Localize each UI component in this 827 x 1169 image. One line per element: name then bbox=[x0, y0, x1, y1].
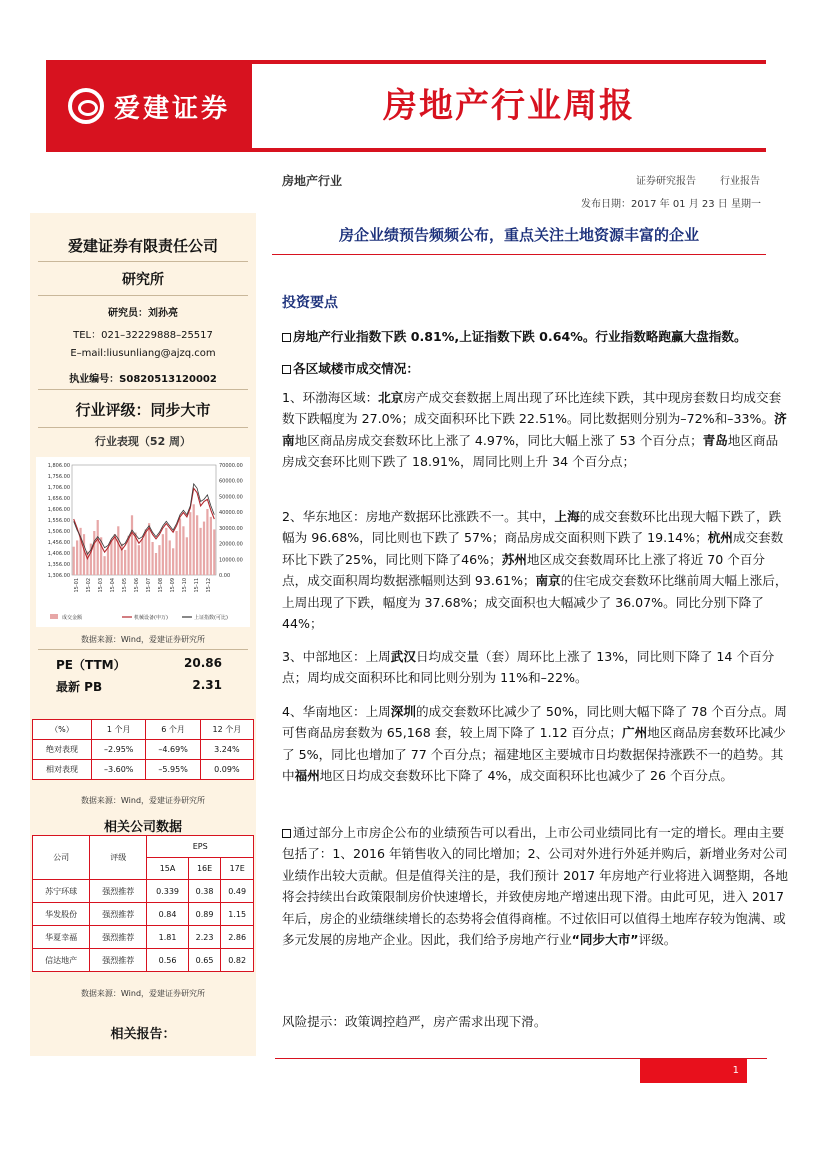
right-axis-tick: 30000.00 bbox=[219, 525, 243, 532]
city-beijing: 北京 bbox=[378, 390, 404, 405]
company-cell: 信达地产 bbox=[33, 949, 90, 972]
volume-bar bbox=[131, 515, 133, 575]
x-axis-tick: 15-12 bbox=[206, 578, 212, 593]
volume-bar bbox=[179, 518, 181, 575]
legend-swatch bbox=[50, 614, 58, 619]
volume-bar bbox=[93, 531, 95, 575]
volume-bar bbox=[97, 520, 99, 575]
key-point-index bbox=[282, 326, 790, 347]
left-axis-tick: 1,656.00 bbox=[47, 496, 70, 502]
perf-cell: –2.95% bbox=[92, 740, 146, 760]
rating-quote: “同步大市” bbox=[571, 932, 639, 948]
perf-cell: 绝对表现 bbox=[33, 740, 92, 760]
company-cell: 0.56 bbox=[147, 949, 188, 972]
text-span: 日均成交量（套）周环比上涨了 13%，同比则下降了 14 个百分点；周均成交面积环比和同比则分别为 11%和–22%。 bbox=[282, 649, 775, 686]
text-span: 的成交套数环比出现大幅下跌了，跌幅为 96.68%，同比则也下跌了 57%；商品房成交面积则下跌了 19.14%； bbox=[282, 509, 782, 546]
sidebar-divider bbox=[38, 295, 248, 296]
city-suzhou: 苏州 bbox=[501, 551, 527, 567]
logo-text: 爱建证券 bbox=[113, 93, 230, 124]
volume-bar bbox=[206, 509, 208, 575]
text-span: 评级。 bbox=[638, 932, 677, 948]
volume-bar bbox=[213, 529, 215, 575]
text-span: 地区商品房成交套环比则下跌了 18.91%，周同比则上升 34 个百分点； bbox=[282, 432, 779, 470]
city-shanghai: 上海 bbox=[554, 509, 580, 524]
company-cell: 强烈推荐 bbox=[90, 926, 147, 949]
left-axis-tick: 1,456.00 bbox=[47, 540, 70, 546]
text-span: 的住宅成交套数环比继前周大幅上涨后，上周出现了下跌，幅度为 37.68%；成交面积也大幅减少了 36.07%。同比分别下降了 44%； bbox=[282, 573, 788, 632]
company-cell: 2.23 bbox=[188, 926, 221, 949]
report-type-research: 证券研究报告 bbox=[636, 176, 696, 187]
city-guangzhou: 广州 bbox=[622, 725, 648, 741]
volume-bar bbox=[114, 534, 116, 575]
chart-source: 数据来源：Wind，爱建证券研究所 bbox=[80, 635, 206, 644]
text-span: 4、华南地区：上周 bbox=[282, 704, 391, 719]
volume-bar bbox=[103, 556, 105, 575]
risk-warning: 风险提示：政策调控趋严，房产需求出现下滑。 bbox=[282, 1014, 547, 1029]
volume-bar bbox=[175, 531, 177, 575]
text-span: 地区成交套数周环比上涨了将近 70 个百分点，成交面积周均数据涨幅则达到 93.61%； bbox=[282, 551, 766, 589]
left-axis-tick: 1,356.00 bbox=[47, 562, 70, 568]
eps-header: EPS bbox=[147, 836, 254, 858]
city-shenzhen: 深圳 bbox=[390, 704, 416, 719]
industry-rating: 行业评级：同步大市 bbox=[75, 401, 211, 419]
legend-label: 机械设备(申万) bbox=[134, 615, 168, 621]
company-cell: 0.49 bbox=[221, 880, 254, 903]
legend-label: 成交金额 bbox=[62, 615, 83, 621]
pb-value: 2.31 bbox=[192, 678, 222, 692]
sidebar-department: 研究所 bbox=[122, 272, 164, 288]
key-point-text: 各区域楼市成交情况： bbox=[293, 361, 419, 376]
perf-header: 12 个月 bbox=[200, 720, 253, 740]
x-axis-tick: 15-08 bbox=[158, 578, 164, 593]
left-axis-tick: 1,706.00 bbox=[47, 485, 70, 491]
headline: 房企业绩预告频频公布，重点关注土地资源丰富的企业 bbox=[338, 226, 699, 244]
perf-cell: 相对表现 bbox=[33, 760, 92, 780]
sidebar-divider bbox=[38, 389, 248, 390]
perf-cell: –5.95% bbox=[146, 760, 200, 780]
perf-cell: 3.24% bbox=[200, 740, 253, 760]
perf-header: （%） bbox=[33, 720, 92, 740]
right-axis-tick: 20000.00 bbox=[219, 541, 243, 548]
volume-bar bbox=[124, 550, 126, 575]
x-axis-tick: 15-05 bbox=[122, 578, 128, 593]
right-axis-tick: 10000.00 bbox=[219, 557, 243, 564]
text-span: 房产成交套数据上周出现了环比连续下跌，其中现房套数日均成交套数下跌幅度为 27.0%；成交面积环比下跌 22.51%。同比数据则分别为–72%和–33%。 bbox=[282, 390, 782, 427]
industry-label: 房地产行业 bbox=[282, 174, 343, 188]
right-axis-tick: 0.00 bbox=[219, 573, 231, 579]
volume-bar bbox=[189, 512, 191, 575]
perf-source: 数据来源：Wind，爱建证券研究所 bbox=[80, 796, 206, 805]
region-bohai bbox=[282, 387, 790, 473]
volume-bar bbox=[138, 545, 140, 575]
headline-rule bbox=[272, 254, 766, 255]
x-axis-tick: 15-06 bbox=[134, 578, 140, 593]
company-cell: 0.84 bbox=[147, 903, 188, 926]
city-qingdao: 青岛 bbox=[702, 432, 728, 448]
x-axis-tick: 15-07 bbox=[146, 578, 152, 593]
perf-header: 6 个月 bbox=[146, 720, 200, 740]
region-south bbox=[282, 701, 790, 787]
header-rule-bottom bbox=[252, 148, 766, 152]
eps-year: 17E bbox=[221, 858, 254, 880]
volume-bar bbox=[148, 523, 150, 575]
text-span: 地区日均成交套数环比下降了 4%，成交面积环比也减少了 26 个百分点。 bbox=[319, 768, 734, 784]
volume-bar bbox=[127, 536, 129, 575]
text-span: 地区商品房套数环比减少了 5%，同比也增加了 77 个百分点；福建地区主要城市日均数据保持涨跌不一的趋势。其中 bbox=[282, 725, 786, 784]
volume-bar bbox=[158, 545, 160, 575]
text-span: 地区商品房成交套数环比上涨了 4.97%，同比大幅上涨了 53 个百分点； bbox=[294, 432, 703, 448]
report-type-industry: 行业报告 bbox=[720, 176, 760, 187]
company-cell: 强烈推荐 bbox=[90, 880, 147, 903]
company-cell: 2.86 bbox=[221, 926, 254, 949]
volume-bar bbox=[76, 540, 78, 575]
volume-bar bbox=[196, 515, 198, 575]
volume-bar bbox=[151, 542, 153, 575]
x-axis-tick: 15-04 bbox=[110, 578, 116, 593]
city-jinan: 济南 bbox=[282, 411, 787, 448]
researcher-tel: TEL：021–32229888–25517 bbox=[73, 330, 213, 341]
performance-chart bbox=[36, 457, 250, 627]
volume-bar bbox=[162, 534, 164, 575]
report-title: 房地产行业周报 bbox=[383, 86, 635, 126]
logo-emblem-icon bbox=[68, 88, 104, 124]
x-axis-tick: 15-01 bbox=[74, 578, 80, 593]
x-axis-tick: 15-03 bbox=[98, 578, 104, 593]
right-axis-tick: 60000.00 bbox=[219, 478, 243, 485]
header-rule-top bbox=[252, 60, 766, 64]
right-axis-tick: 70000.00 bbox=[219, 463, 243, 469]
volume-bar bbox=[169, 540, 171, 575]
researcher-email[interactable]: E–mail:liusunliang@ajzq.com bbox=[70, 348, 216, 359]
x-axis-tick: 15-10 bbox=[182, 578, 188, 593]
pe-label: PE（TTM） bbox=[56, 658, 126, 672]
rating-header: 评级 bbox=[90, 836, 147, 880]
text-span: 3、中部地区：上周 bbox=[282, 649, 391, 664]
table-row bbox=[33, 903, 254, 926]
researcher-license: 执业编号：S0820513120002 bbox=[69, 374, 217, 385]
company-cell: 1.81 bbox=[147, 926, 188, 949]
outlook-paragraph bbox=[282, 822, 790, 950]
eps-year: 16E bbox=[188, 858, 221, 880]
volume-bar bbox=[172, 548, 174, 575]
right-axis-tick: 50000.00 bbox=[219, 494, 243, 501]
company-cell: 华发股份 bbox=[33, 903, 90, 926]
company-source: 数据来源：Wind，爱建证券研究所 bbox=[80, 989, 206, 998]
left-axis-tick: 1,306.00 bbox=[47, 573, 70, 579]
legend-label: 上证指数(可比) bbox=[194, 615, 228, 621]
right-axis-tick: 40000.00 bbox=[219, 510, 243, 517]
researcher-name: 研究员：刘孙亮 bbox=[108, 308, 178, 319]
related-reports-title: 相关报告： bbox=[110, 1027, 176, 1042]
volume-bar bbox=[199, 528, 201, 575]
text-span: 成交套数环比下跌了25%，同比则下降了46%； bbox=[282, 530, 784, 567]
volume-bar bbox=[107, 547, 109, 575]
volume-bar bbox=[141, 539, 143, 575]
pe-value: 20.86 bbox=[184, 656, 222, 670]
company-cell: 0.38 bbox=[188, 880, 221, 903]
company-cell: 0.82 bbox=[221, 949, 254, 972]
pb-label: 最新 PB bbox=[56, 680, 103, 694]
checkbox-bullet-icon bbox=[282, 333, 291, 342]
company-cell: 1.15 bbox=[221, 903, 254, 926]
text-span: 通过部分上市房企公布的业绩预告可以看出，上市公司业绩同比有一定的增长。理由主要包括了：1、2016 年销售收入的同比增加；2、公司对外进行外延并购后，新增业务对公司业绩作出较大贡献。但是值得关注的是，我们预计 2017 年房地产行业将进入调整期，各地将会持续出台政策限制房价快速增长，并致使房地产增速出现下滑。由此可见，进入 2017 年后，房企的业绩继续增长的态势将会值得商榷。不过依旧可以值得土地库存较为饱满、或多元发展的房地产企业。因此，我们给予房地产行业 bbox=[282, 825, 789, 948]
key-point-text: 房地产行业指数下跌 0.81%,上证指数下跌 0.64%。行业指数略跑赢大盘指数。 bbox=[293, 329, 747, 344]
volume-bar bbox=[86, 551, 88, 575]
x-axis-tick: 15-09 bbox=[170, 578, 176, 593]
checkbox-bullet-icon bbox=[282, 365, 291, 374]
key-point-regions bbox=[282, 358, 790, 379]
perf-cell: –3.60% bbox=[92, 760, 146, 780]
text-span: 2、华东地区：房地产数据环比涨跌不一。其中， bbox=[282, 509, 555, 524]
eps-year: 15A bbox=[147, 858, 188, 880]
performance-table bbox=[32, 719, 254, 780]
volume-bar bbox=[110, 540, 112, 575]
perf-cell: 0.09% bbox=[200, 760, 253, 780]
table-row bbox=[33, 880, 254, 903]
volume-bar bbox=[203, 522, 205, 575]
text-span: 1、环渤海区域： bbox=[282, 390, 379, 405]
company-cell: 0.89 bbox=[188, 903, 221, 926]
company-cell: 0.339 bbox=[147, 880, 188, 903]
table-row bbox=[33, 740, 254, 760]
checkbox-bullet-icon bbox=[282, 829, 291, 838]
city-hangzhou: 杭州 bbox=[707, 530, 733, 546]
brand-logo bbox=[46, 60, 252, 152]
volume-bar bbox=[155, 553, 157, 575]
text-span: 的成交套数环比减少了 50%，同比则大幅下降了 78 个百分点。周可售商品房套数为 65,168 套，较上周下降了 1.12 百分点； bbox=[282, 704, 787, 741]
volume-bar bbox=[73, 547, 75, 575]
sidebar-divider bbox=[38, 649, 248, 650]
sidebar bbox=[30, 213, 256, 1056]
volume-bar bbox=[210, 517, 212, 575]
publish-date: 发布日期：2017 年 01 月 23 日 星期一 bbox=[581, 199, 761, 210]
city-fuzhou: 福州 bbox=[294, 768, 320, 784]
performance-chart-svg bbox=[36, 457, 250, 627]
perf-cell: –4.69% bbox=[146, 740, 200, 760]
perf-header: 1 个月 bbox=[92, 720, 146, 740]
region-central bbox=[282, 646, 790, 689]
volume-bar bbox=[117, 526, 119, 575]
company-cell: 华夏幸福 bbox=[33, 926, 90, 949]
sidebar-company: 爱建证券有限责任公司 bbox=[67, 237, 218, 255]
volume-bar bbox=[186, 537, 188, 575]
city-nanjing: 南京 bbox=[535, 573, 561, 589]
left-axis-tick: 1,506.00 bbox=[47, 529, 70, 535]
company-cell: 强烈推荐 bbox=[90, 903, 147, 926]
region-east bbox=[282, 506, 790, 634]
company-cell: 苏宁环球 bbox=[33, 880, 90, 903]
left-axis-tick: 1,406.00 bbox=[47, 551, 70, 557]
company-cell: 0.65 bbox=[188, 949, 221, 972]
left-axis-tick: 1,606.00 bbox=[47, 507, 70, 513]
table-row bbox=[33, 949, 254, 972]
company-table bbox=[32, 835, 254, 972]
performance-title: 行业表现（52 周） bbox=[94, 435, 192, 448]
volume-bar bbox=[165, 528, 167, 575]
volume-bar bbox=[83, 534, 85, 575]
city-wuhan: 武汉 bbox=[390, 649, 416, 664]
left-axis-tick: 1,556.00 bbox=[47, 518, 70, 524]
sidebar-divider bbox=[38, 427, 248, 428]
section-title: 投资要点 bbox=[282, 295, 338, 311]
left-axis-tick: 1,806.00 bbox=[47, 463, 70, 469]
table-row bbox=[33, 926, 254, 949]
page-number: 1 bbox=[640, 1059, 747, 1083]
table-row bbox=[33, 760, 254, 780]
company-cell: 强烈推荐 bbox=[90, 949, 147, 972]
volume-bar bbox=[182, 526, 184, 575]
left-axis-tick: 1,756.00 bbox=[47, 474, 70, 480]
sidebar-divider bbox=[38, 261, 248, 262]
volume-bar bbox=[145, 529, 147, 575]
x-axis-tick: 15-11 bbox=[194, 578, 200, 593]
company-header: 公司 bbox=[33, 836, 90, 880]
x-axis-tick: 15-02 bbox=[86, 578, 92, 593]
volume-bar bbox=[193, 504, 195, 575]
related-companies-title: 相关公司数据 bbox=[103, 820, 182, 835]
